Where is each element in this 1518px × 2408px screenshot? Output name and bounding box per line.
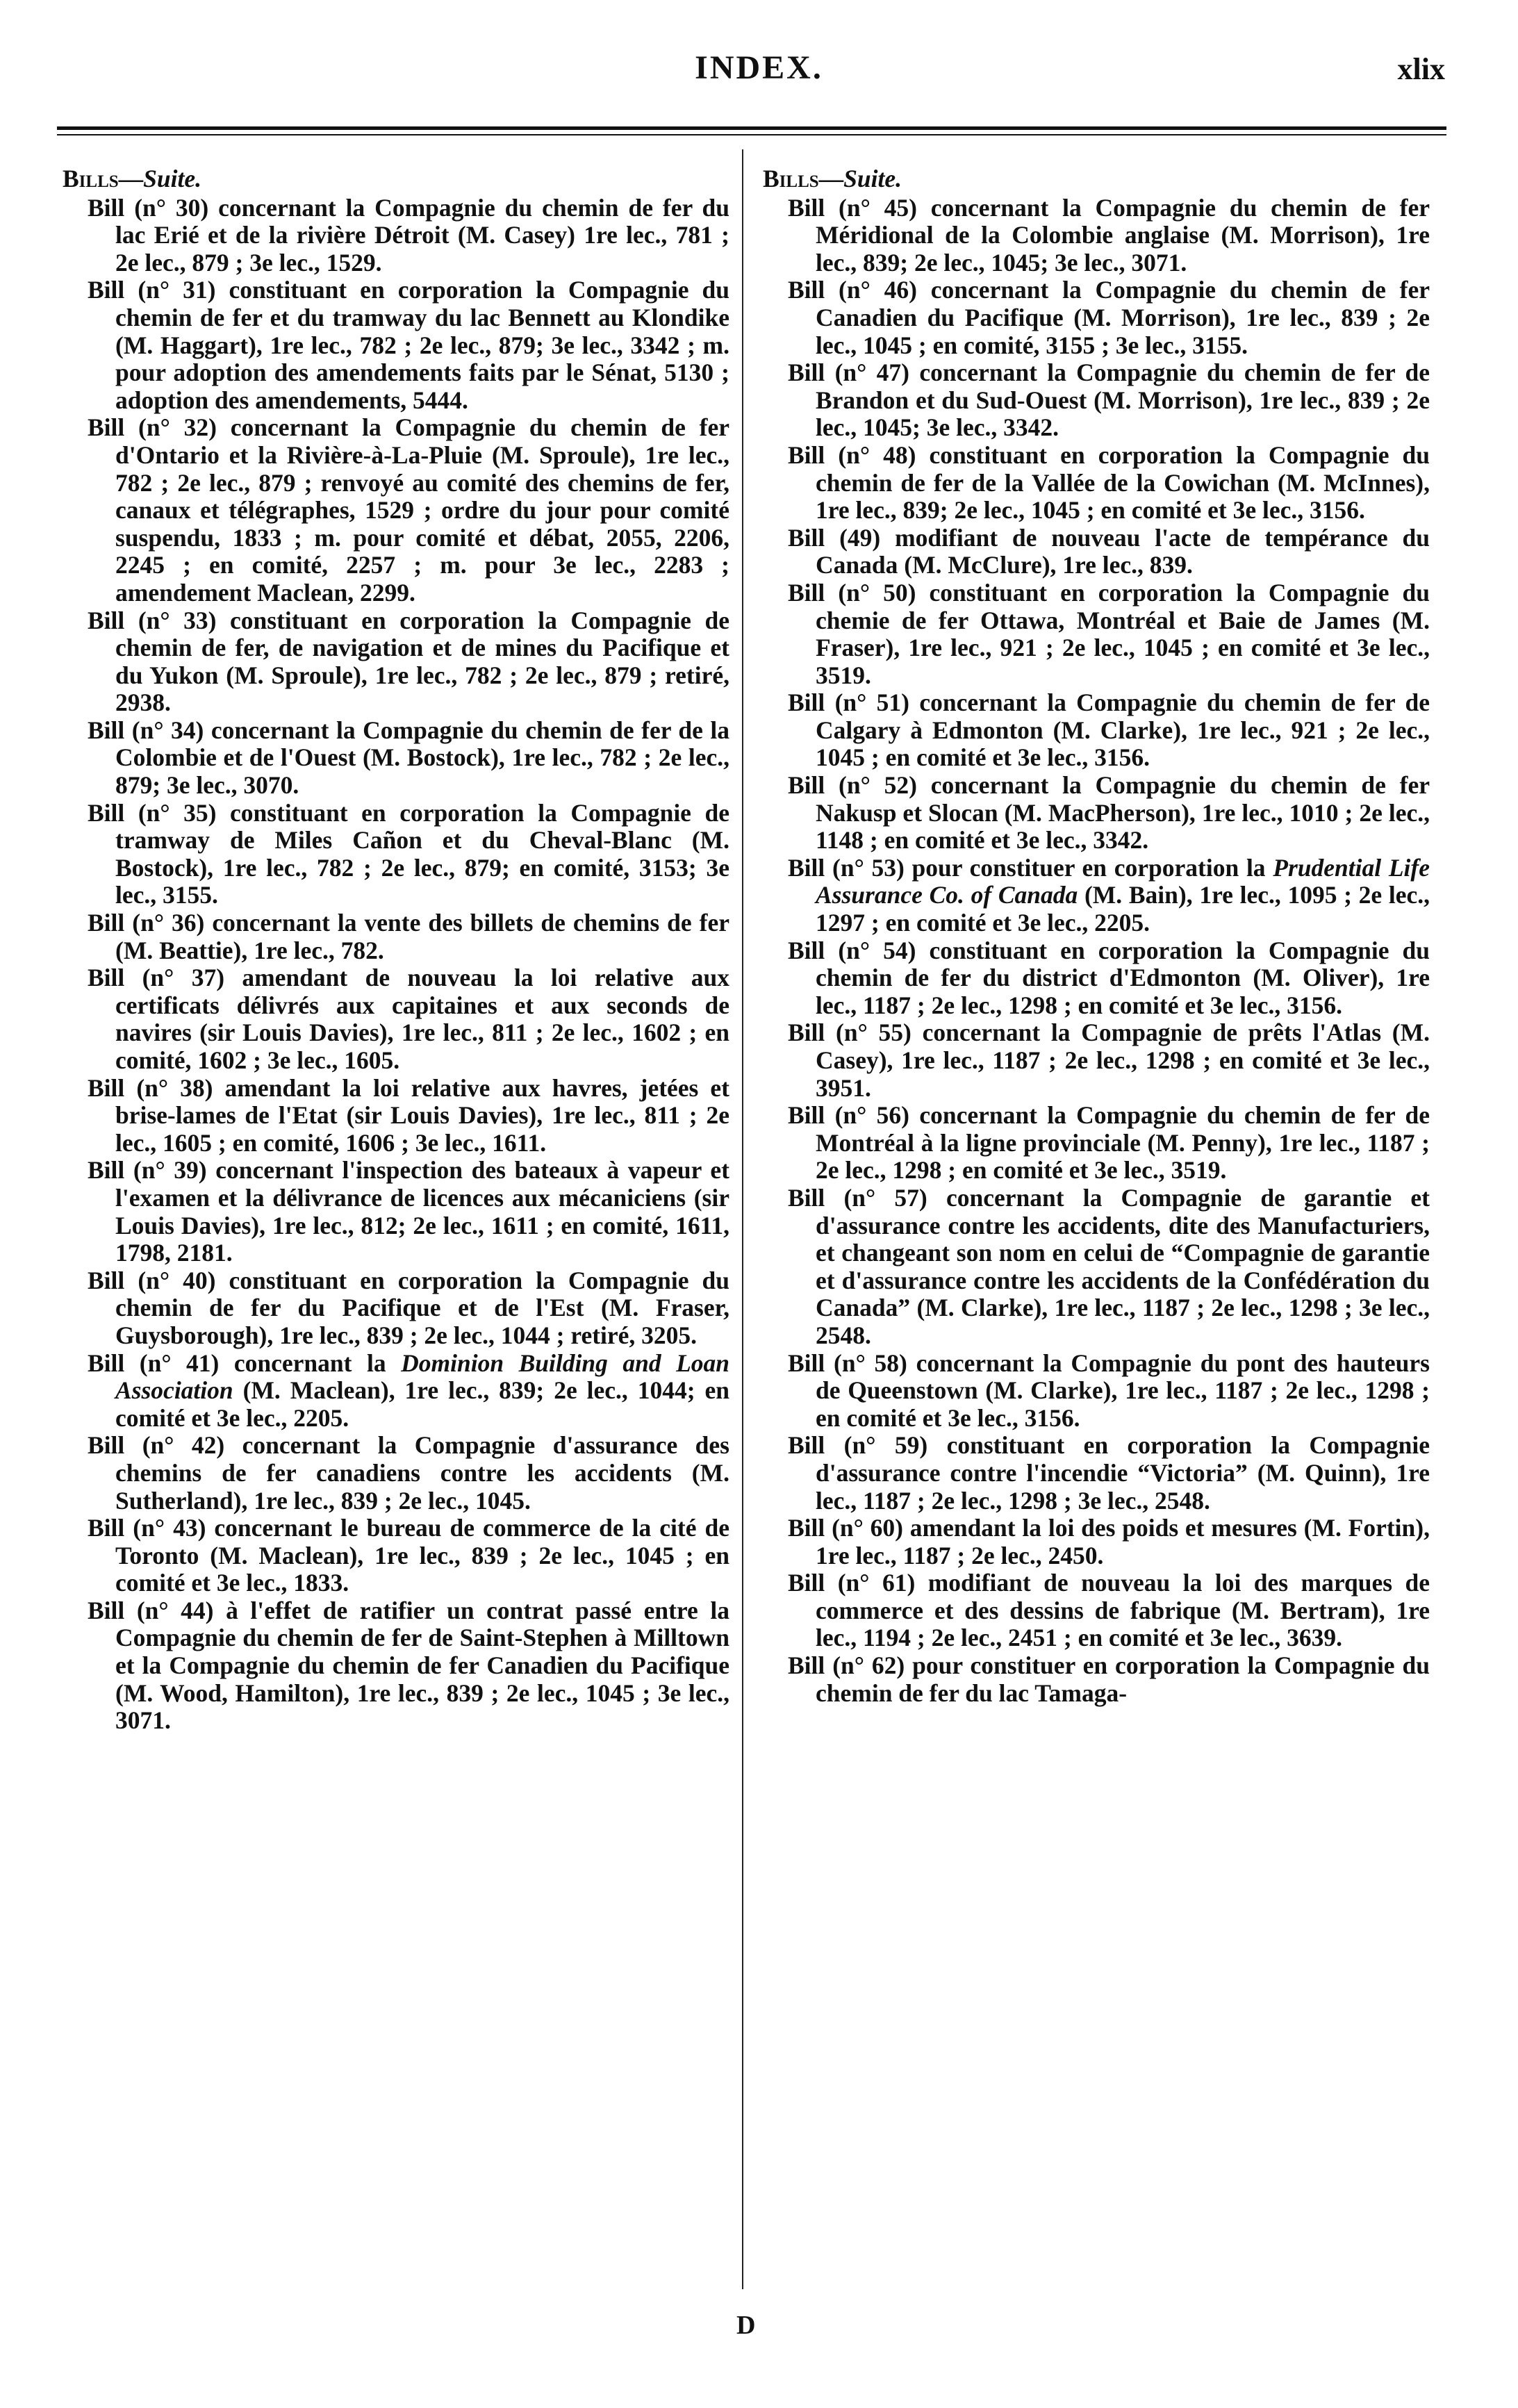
index-entry: Bill (n° 55) concernant la Compagnie de prêts l'Atlas (M. Casey), 1re lec., 1187 ; 2e lec., 1298 ; en comité et 3e lec., 3951. [788,1019,1430,1102]
index-entry: Bill (n° 35) constituant en corporation la Compagnie de tramway de Miles Cañon et du Cheval-Blanc (M. Bostock), 1re lec., 782 ; 2e lec., 879; en comité, 3153; 3e lec., 3155. [88,798,729,909]
index-entry: Bill (n° 62) pour constituer en corporation la Compagnie du chemin de fer du lac Tamaga- [788,1651,1430,1707]
index-entry: Bill (n° 47) concernant la Compagnie du chemin de fer de Brandon et du Sud-Ouest (M. Morrison), 1re lec., 839 ; 2e lec., 1045; 3e lec., 3342. [788,358,1430,442]
page-title: INDEX. [695,49,823,86]
index-entry: Bill (n° 46) concernant la Compagnie du chemin de fer Canadien du Pacifique (M. Morrison), 1re lec., 839 ; 2e lec., 1045 ; en comité, 3155 ; 3e lec., 3155. [788,276,1430,359]
page-header [0,49,1518,97]
section-heading: Bills—Suite. [63,165,202,192]
header-rule-thin [57,134,1446,135]
section-name: Bills [63,165,119,192]
index-entry: Bill (n° 41) concernant la Dominion Building and Loan Association (M. Maclean), 1re lec., 839; 2e lec., 1044; en comité et 3e lec., 2205. [88,1349,730,1432]
page-number: xlix [1397,52,1445,86]
index-entry: Bill (n° 43) concernant le bureau de commerce de la cité de Toronto (M. Maclean), 1re lec., 839 ; 2e lec., 1045 ; en comité et 3e lec., 1833. [88,1514,729,1597]
index-entry: Bill (n° 31) constituant en corporation la Compagnie du chemin de fer et du tramway du lac Bennett au Klondike (M. Haggart), 1re lec., 782 ; 2e lec., 879; 3e lec., 3342 ; m. pour adoption des amendements faits par le Sénat, 5130 ; adoption des amendements, 5444. [88,276,729,414]
index-entry: Bill (n° 32) concernant la Compagnie du chemin de fer d'Ontario et la Rivière-à-La-Pluie (M. Sproule), 1re lec., 782 ; 2e lec., 879 ; renvoyé au comité des chemins de fer, canaux et télégraphes, 1529 ; ordre du jour pour comité suspendu, 1833 ; m. pour comité et débat, 2055, 2206, 2245 ; en comité, 2257 ; m. pour 3e lec., 2283 ; amendement Maclean, 2299. [88,413,729,607]
index-entry: Bill (n° 48) constituant en corporation la Compagnie du chemin de fer de la Vallée de la Cowichan (M. McInnes), 1re lec., 839; 2e lec., 1045 ; en comité et 3e lec., 3156. [788,440,1430,525]
index-entry: Bill (n° 42) concernant la Compagnie d'assurance des chemins de fer canadiens contre les accidents (M. Sutherland), 1re lec., 839 ; 2e lec., 1045. [88,1431,729,1515]
index-entry: Bill (n° 61) modifiant de nouveau la loi des marques de commerce et des dessins de fabrique (M. Bertram), 1re lec., 1194 ; 2e lec., 2451 ; en comité et 3e lec., 3639. [788,1569,1430,1652]
section-suite: Suite. [843,165,902,192]
index-entry: Bill (49) modifiant de nouveau l'acte de tempérance du Canada (M. McClure), 1re lec., 839. [788,523,1430,579]
index-entry: Bill (n° 54) constituant en corporation la Compagnie du chemin de fer du district d'Edmonton (M. Oliver), 1re lec., 1187 ; 2e lec., 1298 ; en comité et 3e lec., 3156. [788,936,1430,1019]
index-entry: Bill (n° 57) concernant la Compagnie de garantie et d'assurance contre les accidents, dite des Manufacturiers, et changeant son nom en celui de “Compagnie de garantie et d'assurance contre les accidents de la Confédération du Canada” (M. Clarke), 1re lec., 1187 ; 2e lec., 1298 ; 3e lec., 2548. [788,1183,1430,1349]
header-rule-thick [57,126,1446,130]
index-entry: Bill (n° 39) concernant l'inspection des bateaux à vapeur et l'examen et la délivrance de licences aux mécaniciens (sir Louis Davies), 1re lec., 812; 2e lec., 1611 ; en comité, 1611, 1798, 2181. [88,1156,729,1267]
index-entry: Bill (n° 53) pour constituer en corporation la Prudential Life Assurance Co. of Canada (M. Bain), 1re lec., 1095 ; 2e lec., 1297 ; en comité et 3e lec., 2205. [788,853,1430,937]
index-entry: Bill (n° 38) amendant la loi relative aux havres, jetées et brise-lames de l'Etat (sir Louis Davies), 1re lec., 811 ; 2e lec., 1605 ; en comité, 1606 ; 3e lec., 1611. [88,1073,729,1157]
section-name: Bills [763,165,819,192]
index-entry: Bill (n° 34) concernant la Compagnie du chemin de fer de la Colombie et de l'Ouest (M. Bostock), 1re lec., 782 ; 2e lec., 879; 3e lec., 3070. [88,716,729,800]
signature-mark: D [736,2311,756,2340]
index-entry: Bill (n° 33) constituant en corporation la Compagnie de chemin de fer, de navigation et de mines du Pacifique et du Yukon (M. Sproule), 1re lec., 782 ; 2e lec., 879 ; retiré, 2938. [88,606,729,717]
section-heading: Bills—Suite. [763,165,902,192]
index-entry: Bill (n° 44) à l'effet de ratifier un contrat passé entre la Compagnie du chemin de fer de Saint-Stephen à Milltown et la Compagnie du chemin de fer Canadien du Pacifique (M. Wood, Hamilton), 1re lec., 839 ; 2e lec., 1045 ; 3e lec., 3071. [88,1596,729,1735]
index-entry: Bill (n° 58) concernant la Compagnie du pont des hauteurs de Queenstown (M. Clarke), 1re lec., 1187 ; 2e lec., 1298 ; en comité et 3e lec., 3156. [788,1349,1430,1432]
column-divider [742,149,743,2289]
index-entry: Bill (n° 40) constituant en corporation la Compagnie du chemin de fer du Pacifique et de l'Est (M. Fraser, Guysborough), 1re lec., 839 ; 2e lec., 1044 ; retiré, 3205. [88,1266,729,1349]
section-suite: Suite. [143,165,202,192]
index-entry: Bill (n° 30) concernant la Compagnie du chemin de fer du lac Erié et de la rivière Détroit (M. Casey) 1re lec., 781 ; 2e lec., 879 ; 3e lec., 1529. [88,193,729,277]
index-entry: Bill (n° 60) amendant la loi des poids et mesures (M. Fortin), 1re lec., 1187 ; 2e lec., 2450. [788,1514,1430,1569]
index-entry: Bill (n° 37) amendant de nouveau la loi relative aux certificats délivrés aux capitaines et aux seconds de navires (sir Louis Davies), 1re lec., 811 ; 2e lec., 1602 ; en comité, 1602 ; 3e lec., 1605. [88,964,729,1074]
index-entry: Bill (n° 52) concernant la Compagnie du chemin de fer Nakusp et Slocan (M. MacPherson), 1re lec., 1010 ; 2e lec., 1148 ; en comité et 3e lec., 3342. [788,771,1430,855]
index-entry: Bill (n° 59) constituant en corporation la Compagnie d'assurance contre l'incendie “Victoria” (M. Quinn), 1re lec., 1187 ; 2e lec., 1298 ; 3e lec., 2548. [788,1431,1430,1515]
index-entry: Bill (n° 36) concernant la vente des billets de chemins de fer (M. Beattie), 1re lec., 782. [88,909,729,964]
index-entry: Bill (n° 50) constituant en corporation la Compagnie du chemie de fer Ottawa, Montréal et Baie de James (M. Fraser), 1re lec., 921 ; 2e lec., 1045 ; en comité et 3e lec., 3519. [788,578,1430,689]
index-entry: Bill (n° 45) concernant la Compagnie du chemin de fer Méridional de la Colombie anglaise (M. Morrison), 1re lec., 839; 2e lec., 1045; 3e lec., 3071. [788,193,1430,277]
right-column [763,165,1430,1707]
index-entry: Bill (n° 51) concernant la Compagnie du chemin de fer de Calgary à Edmonton (M. Clarke), 1re lec., 921 ; 2e lec., 1045 ; en comité et 3e lec., 3156. [788,688,1430,772]
left-column [63,165,729,1735]
index-entry: Bill (n° 56) concernant la Compagnie du chemin de fer de Montréal à la ligne provinciale (M. Penny), 1re lec., 1187 ; 2e lec., 1298 ; en comité et 3e lec., 3519. [788,1101,1430,1185]
